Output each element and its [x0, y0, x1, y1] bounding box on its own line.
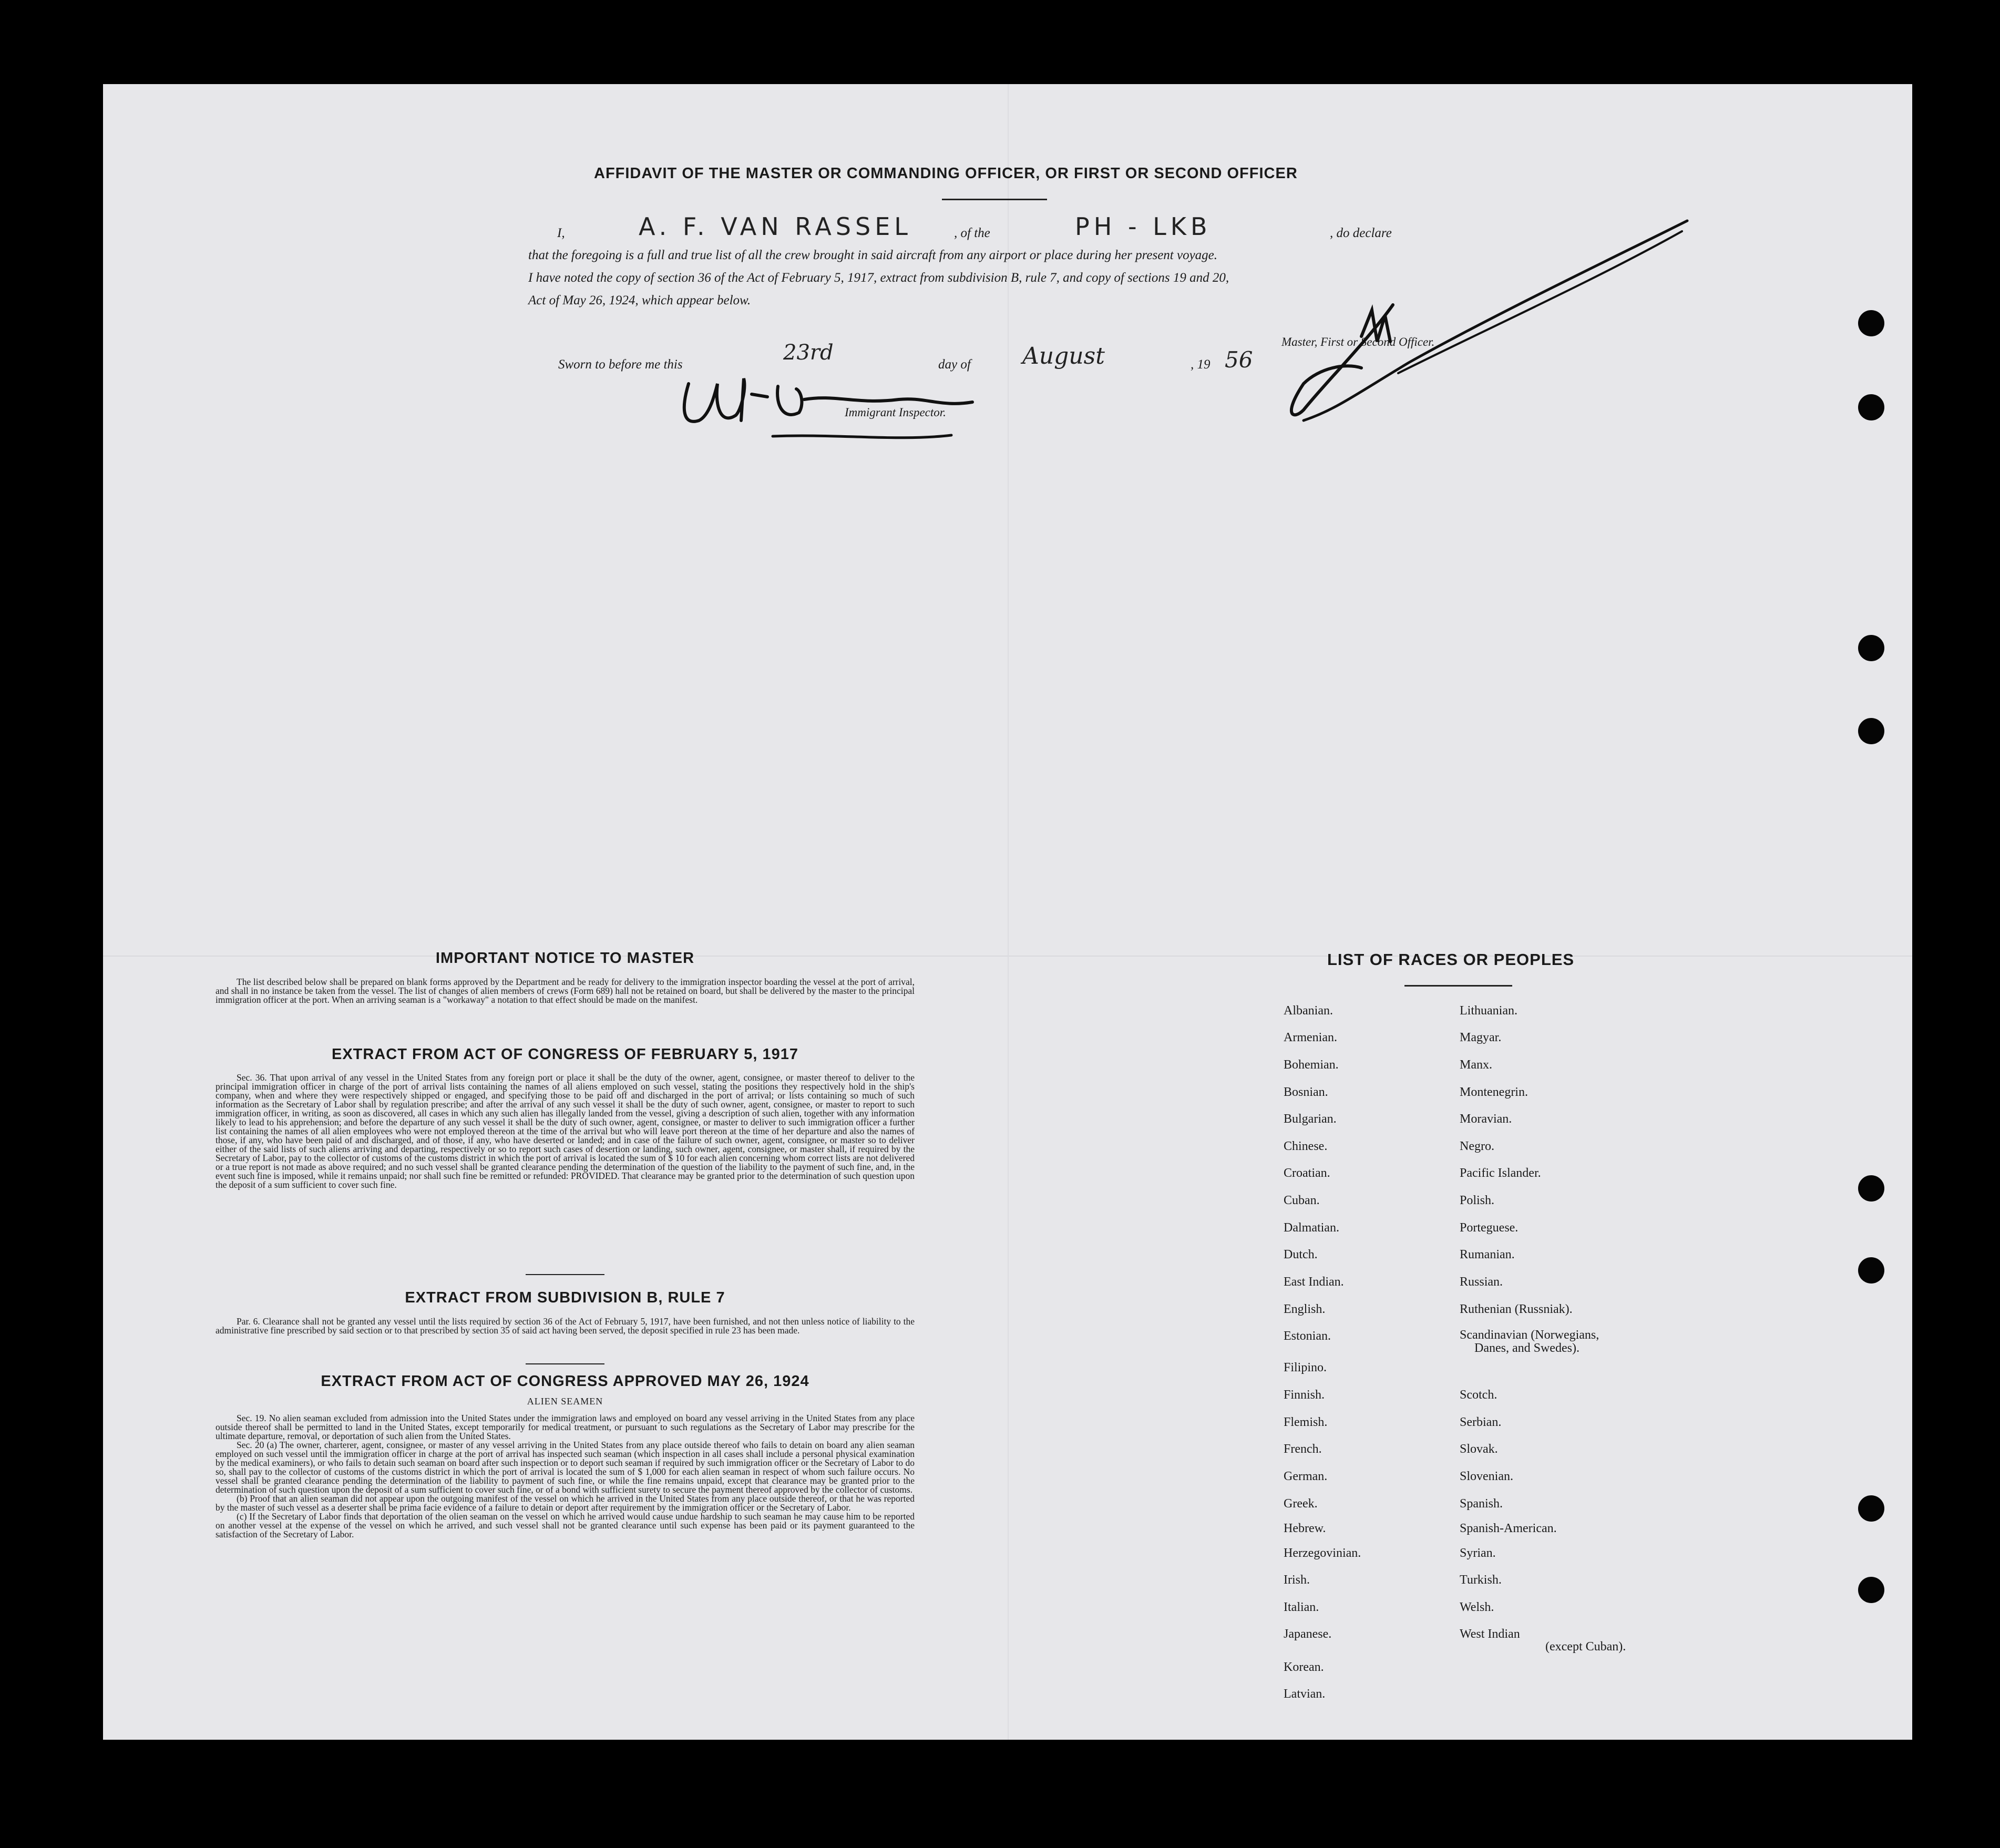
day-of-label: day of [938, 357, 971, 372]
notice-body [216, 978, 915, 1004]
punch-hole [1858, 635, 1884, 661]
race-item: Slovak. [1460, 1442, 1498, 1456]
extract-1917-title: EXTRACT FROM ACT OF CONGRESS OF FEBRUARY 5, 1917 [331, 1046, 799, 1063]
races-underline [1404, 985, 1512, 987]
race-item: Latvian. [1284, 1687, 1326, 1701]
fold-line-vertical [1008, 84, 1009, 1740]
divider [526, 1363, 604, 1364]
punch-hole [1858, 1257, 1884, 1284]
affidavit-line-3: I have noted the copy of section 36 of the Act of February 5, 1917, extract from subdivision B, rule 7, and copy of sections 19 and 20, [528, 271, 1229, 285]
punch-hole [1858, 1175, 1884, 1202]
race-item: Negro. [1460, 1139, 1494, 1153]
of-the-label: , of the [954, 226, 990, 240]
race-item: Manx. [1460, 1058, 1492, 1072]
race-item: Slovenian. [1460, 1470, 1513, 1483]
race-item: Bosnian. [1284, 1085, 1328, 1099]
inspector-signature [678, 363, 1004, 452]
race-item: Herzegovinian. [1284, 1546, 1361, 1560]
race-item: Armenian. [1284, 1031, 1337, 1044]
race-item: Danes, and Swedes). [1474, 1341, 1580, 1355]
race-item: Montenegrin. [1460, 1085, 1528, 1099]
race-item: Scotch. [1460, 1388, 1498, 1402]
punch-hole [1858, 394, 1884, 420]
year-handwritten: 56 [1225, 347, 1253, 373]
race-item: Ruthenian (Russniak). [1460, 1302, 1573, 1316]
race-item: German. [1284, 1470, 1328, 1483]
race-item: Flemish. [1284, 1415, 1328, 1429]
race-item: Scandinavian (Norwegians, [1460, 1328, 1599, 1342]
sworn-month-handwritten: August [1022, 343, 1105, 369]
race-item: English. [1284, 1302, 1326, 1316]
notice-text: The list described below shall be prepared on blank forms approved by the Department and be ready for delivery to the immigration inspector boarding the vessel at the port of arrival, and shall in no instance be taken from the vessel. The list of changes of alien members of crews (Form 689) hall not be retained on board, but shall be delivered by the master to the principal immigration officer at the port. When an arriving seaman is a "workaway" a notation to that effect should be made on the manifest. [216, 977, 915, 1005]
race-item: Finnish. [1284, 1388, 1325, 1402]
race-item: Moravian. [1460, 1112, 1512, 1126]
race-item: Porteguese. [1460, 1221, 1519, 1235]
race-item: Bohemian. [1284, 1058, 1339, 1072]
race-item: Polish. [1460, 1194, 1495, 1207]
race-item: (except Cuban). [1545, 1640, 1626, 1654]
sec-19-text: Sec. 19. No alien seaman excluded from admission into the United States under the immigration laws and employed on board any vessel arriving in the United States from any place outside thereof shall be permitted to land in the United States, except temporarily for medical treatment, or pursuant to such regulations as the Secretary of Labor may prescribe for the ultimate departure, removal, or deportation of such alien from the United States. [216, 1413, 915, 1441]
master-name-handwritten: A. F. VAN RASSEL [639, 212, 912, 241]
race-item: Chinese. [1284, 1139, 1328, 1153]
extract-1924-body [216, 1414, 915, 1539]
year-prefix: , 19 [1191, 357, 1211, 372]
races-title: LIST OF RACES OR PEOPLES [1327, 950, 1575, 969]
punch-hole [1858, 718, 1884, 744]
alien-seamen-subtitle: ALIEN SEAMEN [527, 1396, 603, 1406]
subdivision-b-title: EXTRACT FROM SUBDIVISION B, RULE 7 [405, 1289, 725, 1306]
master-label: Master, First or Second Officer. [1281, 335, 1435, 348]
sec-36-text: Sec. 36. That upon arrival of any vessel in the United States from any foreign port or place it shall be the duty of the owner, agent, consignee, or master thereof to deliver to the principal immigration officer in charge of the port of arrival lists containing the names of all aliens employed on such vessel, stating the positions they respectively hold in the ship's company, when and where they were respectively shipped or engaged, and specifying those to be paid off and discharged in the port of arrival; or lists containing so much of such information as the Secretary of Labor shall by regulation prescribe; and after the arrival of any such vessel it shall be the duty of such owner, agent, consignee, or master to report to such immigration officer, in writing, as soon as discovered, all cases in which any such alien has illegally landed from the vessel, giving a description of such alien, together with any information likely to lead to his apprehension; and before the departure of any such vessel it shall be the duty of such owner, agent, consignee, or master to deliver to such immigration officer a further list containing the names of all alien employees who were not employed thereon at the time of the arrival but who will leave port thereon at the time of her departure and also the names of those, if any, who have been paid of and discharged, and of those, if any, who have deserted or landed; and in case of the failure of such owner, agent, consignee, or master so to deliver either of the said lists of such aliens arriving and departing, respectively or so to report such cases of desertion or landing, such owner, agent, consignee, or master shall, if required by the Secretary of Labor, pay to the collector of customs of the customs district in which the port of arrival is located the sum of $ 10 for each alien concerning whom correct lists are not delivered or a true report is not made as above required; and no such vessel shall be granted clearance pending the determination of the question of the liability to the payment of such fine, and, in the event such fine is imposed, while it remains unpaid; nor shall such fine be remitted or refunded: PROVIDED. That clearance may be granted prior to the determination of such question upon the deposit of a sum sufficient to cover such fine. [216, 1072, 915, 1190]
race-item: Estonian. [1284, 1329, 1331, 1343]
race-item: Filipino. [1284, 1361, 1327, 1374]
race-item: Rumanian. [1460, 1248, 1515, 1261]
race-item: Greek. [1284, 1497, 1318, 1511]
race-item: Irish. [1284, 1573, 1310, 1587]
notice-title: IMPORTANT NOTICE TO MASTER [435, 950, 695, 967]
do-declare-label: , do declare [1330, 226, 1392, 240]
affidavit-prefix: I, [557, 226, 565, 240]
race-item: Bulgarian. [1284, 1112, 1337, 1126]
punch-hole [1858, 1495, 1884, 1522]
race-item: Italian. [1284, 1600, 1319, 1614]
affidavit-line-2: that the foregoing is a full and true list of all the crew brought in said aircraft from any airport or place during her present voyage. [528, 248, 1218, 262]
subdivision-b-body [216, 1317, 915, 1335]
race-item: Lithuanian. [1460, 1004, 1517, 1018]
race-item: Dutch. [1284, 1248, 1318, 1261]
sec-20b-text: (b) Proof that an alien seaman did not appear upon the outgoing manifest of the vessel on which he arrived in the United States from any place outside thereof, or that he was reported by the master of such vessel as a deserter shall be prima facie evidence of a failure to detain or deport after requirement by the immigration officer or the Secretary of Labor. [216, 1493, 915, 1513]
race-item: Magyar. [1460, 1031, 1502, 1044]
punch-hole [1858, 1577, 1884, 1603]
inspector-label: Immigrant Inspector. [845, 406, 946, 419]
sec-20c-text: (c) If the Secretary of Labor finds that deportation of the olien seaman on the vessel on which he arrived would cause undue hardship to such seaman he may cause him to be reported on another vessel at the expense of the vessel on which he arrived, and such vessel shall not be granted clearance until such expense has been paid or its payment guaranteed to the satisfaction of the Secretary of Labor. [216, 1511, 915, 1539]
sworn-day-handwritten: 23rd [783, 341, 834, 365]
race-item: Welsh. [1460, 1600, 1494, 1614]
extract-1917-body [216, 1073, 915, 1189]
race-item: West Indian [1460, 1627, 1520, 1641]
race-item: Turkish. [1460, 1573, 1502, 1587]
sec-20a-text: Sec. 20 (a) The owner, charterer, agent, consignee, or master of any vessel arriving in the United States from any place outside thereof who fails to detain on board any alien seaman employed on such vessel until the immigration officer in charge at the port of arrival has inspected such seaman (which inspection in all cases shall include a personal physical examination by the medical examiners), or who fails to detain such seaman on board after such inspection or to deport such seaman if required by such immigration officer or the Secretary of Labor to do so, shall pay to the collector of customs of the customs district in which the port of arrival is located the sum of $ 1,000 for each alien seaman in respect of whom such failure occurs. No vessel shall be granted clearance pending the determination of the liability to payment of such fine, or while the fine remains unpaid, except that clearance may be granted prior to the determination of such question upon the deposit of a sum sufficient to cover such fine, or of a bond with sufficient surety to secure the payment thereof approved by the collector of customs. [216, 1440, 915, 1495]
master-signature [1272, 210, 1703, 426]
title-underline [942, 199, 1047, 200]
race-item: French. [1284, 1442, 1322, 1456]
race-item: Hebrew. [1284, 1522, 1326, 1535]
race-item: Syrian. [1460, 1546, 1496, 1560]
race-item: Dalmatian. [1284, 1221, 1339, 1235]
sworn-label: Sworn to before me this [558, 357, 683, 372]
affidavit-title: AFFIDAVIT OF THE MASTER OR COMMANDING OFFICER, OR FIRST OR SECOND OFFICER [594, 165, 1298, 182]
race-item: East Indian. [1284, 1275, 1344, 1289]
divider [526, 1274, 604, 1275]
race-item: Cuban. [1284, 1194, 1320, 1207]
race-item: Pacific Islander. [1460, 1166, 1541, 1180]
punch-hole [1858, 310, 1884, 336]
race-item: Croatian. [1284, 1166, 1330, 1180]
par-6-text: Par. 6. Clearance shall not be granted any vessel until the lists required by section 36 of the Act of February 5, 1917, have been furnished, and not then unless notice of liability to the administrative fine prescribed by said section or to that prescribed by section 35 of said act having been served, the deposit specified in rule 23 has been made. [216, 1316, 915, 1336]
race-item: Russian. [1460, 1275, 1503, 1289]
race-item: Serbian. [1460, 1415, 1502, 1429]
race-item: Spanish-American. [1460, 1522, 1557, 1535]
race-item: Spanish. [1460, 1497, 1503, 1511]
race-item: Japanese. [1284, 1627, 1332, 1641]
race-item: Korean. [1284, 1660, 1324, 1674]
aircraft-handwritten: PH - LKB [1075, 212, 1212, 241]
affidavit-line-4: Act of May 26, 1924, which appear below. [528, 293, 751, 307]
race-item: Albanian. [1284, 1004, 1333, 1018]
extract-1924-title: EXTRACT FROM ACT OF CONGRESS APPROVED MAY 26, 1924 [321, 1373, 809, 1390]
